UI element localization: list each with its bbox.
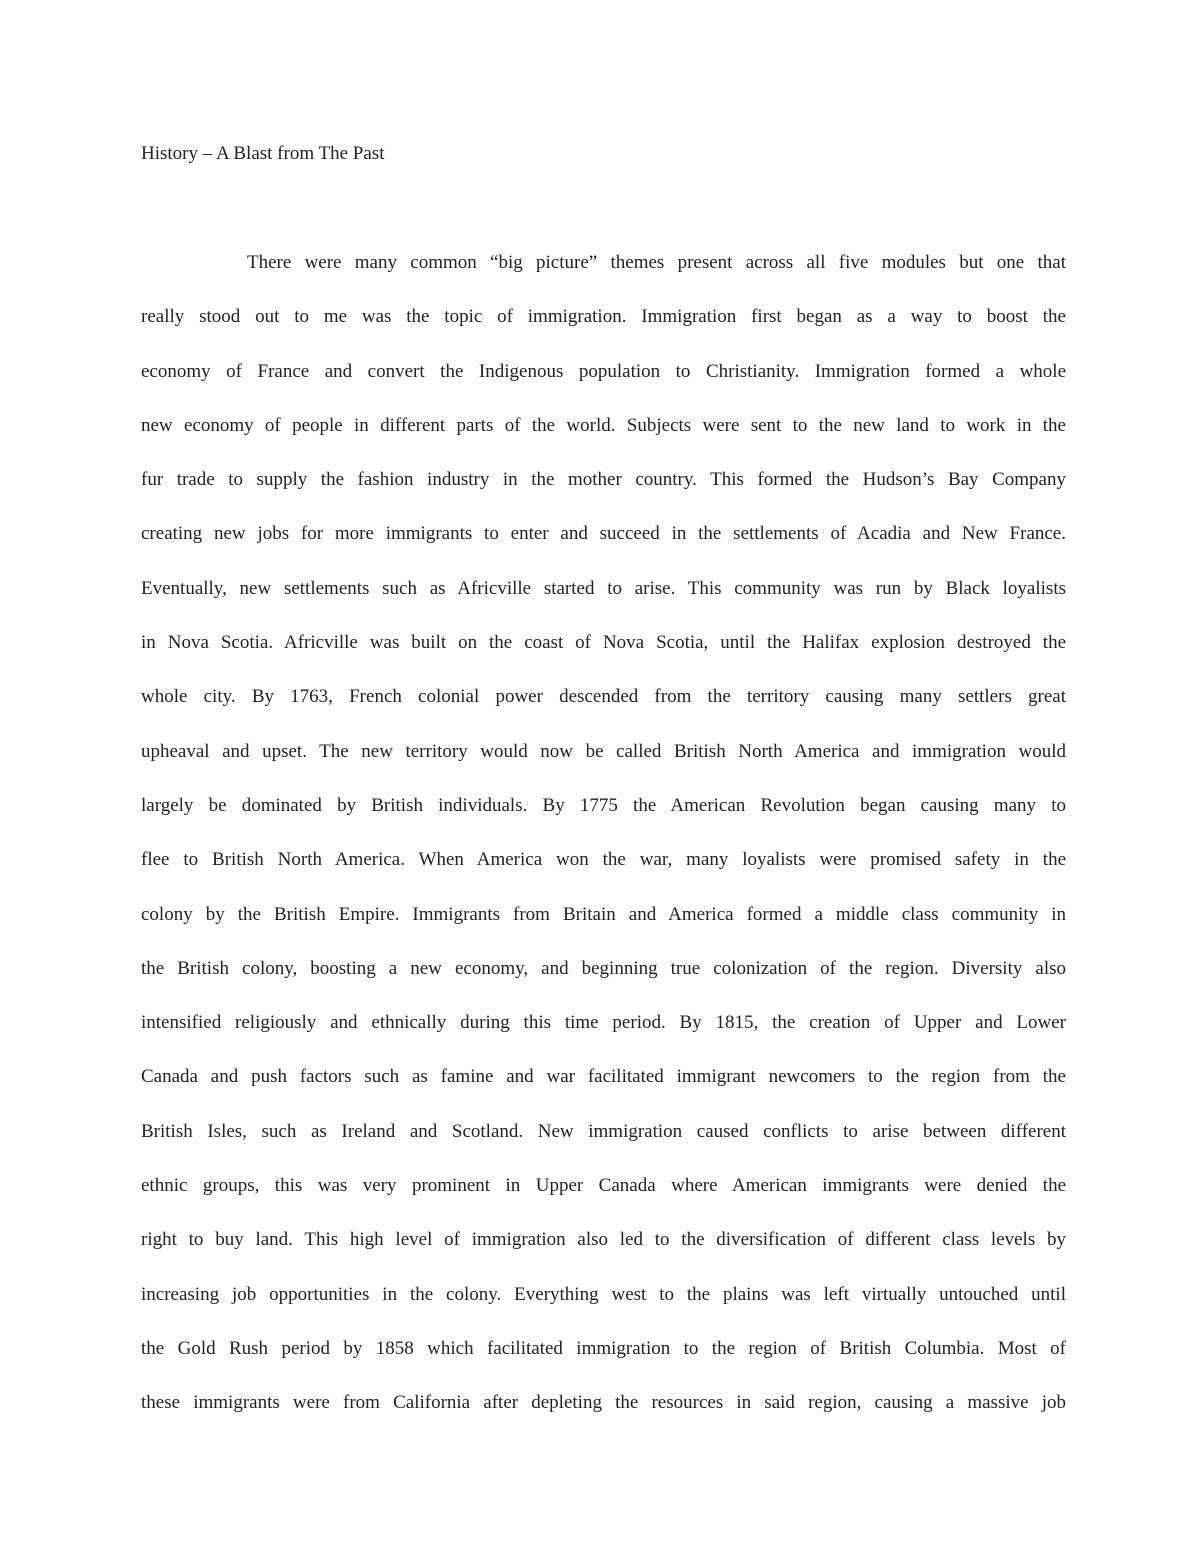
- body-line: economy of France and convert the Indigenous population to Christianity. Immigration formed a whole: [141, 360, 1066, 382]
- body-line: increasing job opportunities in the colony. Everything west to the plains was left virtually untouched until: [141, 1283, 1066, 1305]
- document-title: History – A Blast from The Past: [141, 143, 385, 164]
- body-line: fur trade to supply the fashion industry in the mother country. This formed the Hudson’s Bay Company: [141, 469, 1066, 491]
- body-line: upheaval and upset. The new territory would now be called British North America and immigration would: [141, 740, 1066, 762]
- body-line: the British colony, boosting a new economy, and beginning true colonization of the region. Diversity also: [141, 957, 1066, 979]
- body-line: right to buy land. This high level of immigration also led to the diversification of different class levels by: [141, 1229, 1066, 1251]
- body-line: Canada and push factors such as famine and war facilitated immigrant newcomers to the region from the: [141, 1066, 1066, 1088]
- body-line: largely be dominated by British individuals. By 1775 the American Revolution began causing many to: [141, 794, 1066, 816]
- body-line: There were many common “big picture” themes present across all five modules but one that: [247, 252, 1066, 273]
- body-line: Eventually, new settlements such as Africville started to arise. This community was run by Black loyalists: [141, 577, 1066, 599]
- body-line: colony by the British Empire. Immigrants from Britain and America formed a middle class community in: [141, 903, 1066, 925]
- body-line: whole city. By 1763, French colonial power descended from the territory causing many settlers great: [141, 686, 1066, 708]
- body-line: creating new jobs for more immigrants to enter and succeed in the settlements of Acadia and New France.: [141, 523, 1066, 545]
- body-line: the Gold Rush period by 1858 which facilitated immigration to the region of British Columbia. Most of: [141, 1337, 1066, 1359]
- body-line: ethnic groups, this was very prominent in Upper Canada where American immigrants were denied the: [141, 1175, 1066, 1197]
- body-line: British Isles, such as Ireland and Scotland. New immigration caused conflicts to arise between different: [141, 1120, 1066, 1142]
- body-line: really stood out to me was the topic of immigration. Immigration first began as a way to boost the: [141, 306, 1066, 328]
- body-line: flee to British North America. When America won the war, many loyalists were promised safety in the: [141, 849, 1066, 871]
- body-line: these immigrants were from California after depleting the resources in said region, causing a massive job: [141, 1392, 1066, 1414]
- body-line: intensified religiously and ethnically during this time period. By 1815, the creation of Upper and Lower: [141, 1012, 1066, 1034]
- essay-body: [141, 250, 1066, 1445]
- body-line: in Nova Scotia. Africville was built on the coast of Nova Scotia, until the Halifax explosion destroyed the: [141, 632, 1066, 654]
- body-line: new economy of people in different parts of the world. Subjects were sent to the new land to work in the: [141, 414, 1066, 436]
